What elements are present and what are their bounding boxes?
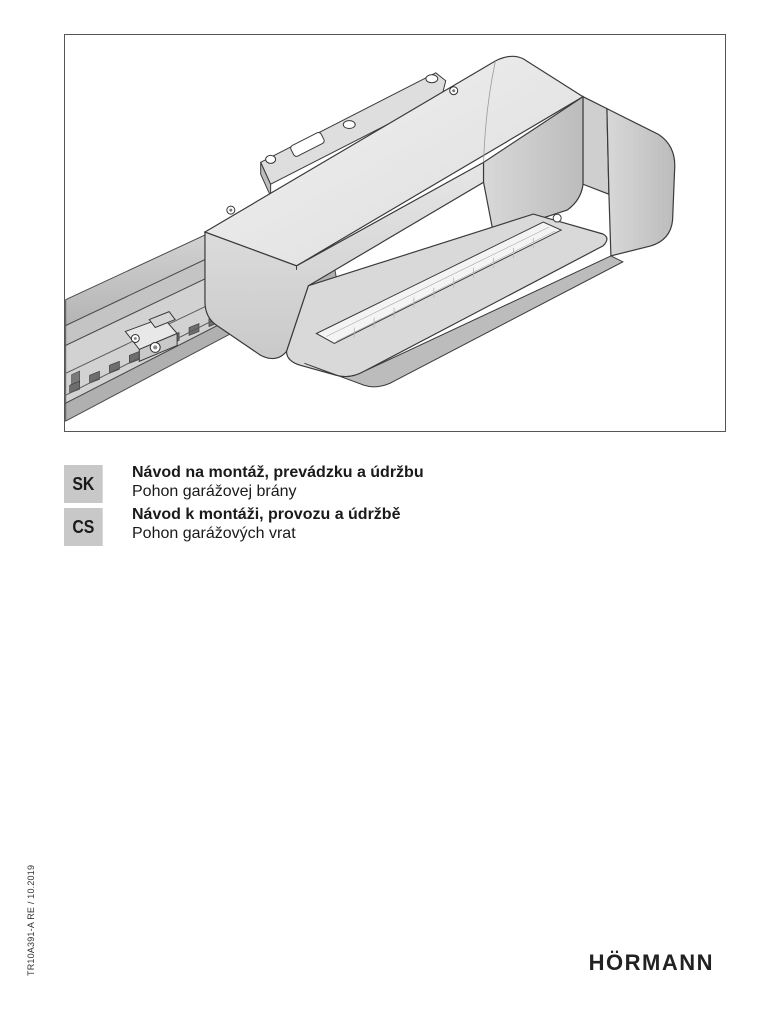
manual-subtitle-sk: Pohon garážovej brány <box>132 483 297 500</box>
operator-housing <box>205 56 675 387</box>
garage-door-operator-illustration <box>65 35 725 431</box>
manual-title-cs: Návod k montáži, provozu a údržbě <box>132 506 401 523</box>
brand-logo: HÖRMANN <box>588 950 714 975</box>
language-code-cs: CS <box>64 508 103 546</box>
product-illustration-frame <box>64 34 726 432</box>
language-entry-cs <box>132 505 400 543</box>
document-code: TR10A391-A RE / 10.2019 <box>26 864 36 976</box>
language-entry-sk <box>132 463 424 501</box>
manual-title-sk: Návod na montáž, prevádzku a údržbu <box>132 464 424 481</box>
manual-subtitle-cs: Pohon garážových vrat <box>132 525 296 542</box>
language-code-sk: SK <box>64 465 103 503</box>
